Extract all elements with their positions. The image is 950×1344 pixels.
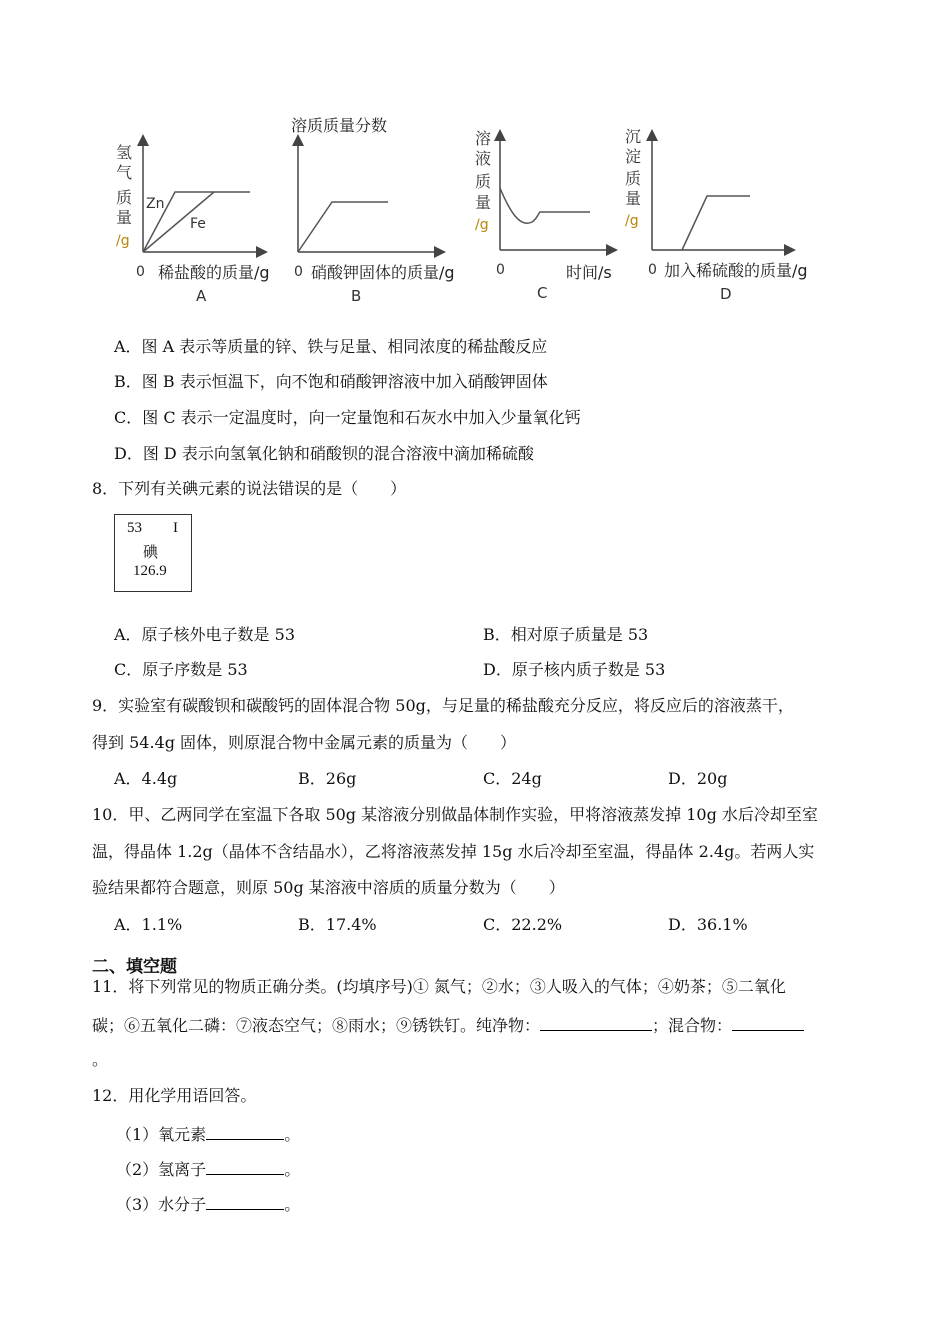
q12-item-1-end: 。 bbox=[284, 1125, 301, 1144]
q9-option-a: A．4.4g bbox=[114, 769, 178, 788]
q10-option-d: D．36.1% bbox=[668, 915, 748, 934]
q10-option-c: C．22.2% bbox=[483, 915, 563, 934]
element-name: 碘 bbox=[143, 543, 159, 561]
q7-option-b: B．图 B 表示恒温下，向不饱和硝酸钾溶液中加入硝酸钾固体 bbox=[114, 372, 548, 391]
chart-d-ylabel-2: 淀 bbox=[625, 147, 642, 166]
chart-b bbox=[291, 116, 455, 305]
q12-item-2 bbox=[116, 1158, 300, 1180]
chart-a-ylabel-4: 量 bbox=[116, 208, 133, 227]
q12-item-3-blank[interactable] bbox=[206, 1193, 284, 1210]
q9-option-d: D．20g bbox=[668, 769, 728, 788]
q12-item-3 bbox=[116, 1193, 300, 1215]
chart-a-xlabel: 稀盐酸的质量/g bbox=[158, 263, 270, 282]
chart-d-caption: D bbox=[720, 285, 732, 303]
chart-a-origin: 0 bbox=[136, 264, 145, 280]
q10-line-2: 温，得晶体 1.2g（晶体不含结晶水），乙将溶液蒸发掉 15g 水后冷却至室温，得晶体 2.4g。若两人实 bbox=[92, 842, 815, 861]
chart-a-caption: A bbox=[196, 287, 207, 305]
q9-option-b: B．26g bbox=[298, 769, 357, 788]
chart-d-ylabel-1: 沉 bbox=[625, 127, 642, 146]
chart-b-ylabel: 溶质质量分数 bbox=[291, 116, 388, 135]
q9-line-2: 得到 54.4g 固体，则原混合物中金属元素的质量为（ ） bbox=[92, 733, 517, 752]
q7-option-a: A．图 A 表示等质量的锌、铁与足量、相同浓度的稀盐酸反应 bbox=[114, 337, 548, 356]
element-card-iodine bbox=[114, 514, 192, 592]
q10-option-a: A．1.1% bbox=[114, 915, 183, 934]
q12-item-3-label: （3）水分子 bbox=[116, 1195, 207, 1214]
chart-row bbox=[0, 100, 950, 310]
chart-a-zn-label: Zn bbox=[146, 196, 165, 212]
q12-item-1-blank[interactable] bbox=[206, 1123, 284, 1140]
chart-c-ylabel-5: /g bbox=[475, 217, 489, 233]
q10-line-3: 验结果都符合题意，则原 50g 某溶液中溶质的质量分数为（ ） bbox=[92, 878, 565, 897]
chart-c-origin: 0 bbox=[496, 262, 505, 278]
chart-a-ylabel-1: 氢 bbox=[116, 143, 133, 162]
q8-stem: 8．下列有关碘元素的说法错误的是（ ） bbox=[92, 479, 407, 498]
q10-option-b: B．17.4% bbox=[298, 915, 377, 934]
chart-c-curve bbox=[500, 188, 590, 223]
element-atomic-number: 53 bbox=[127, 520, 142, 536]
chart-c-xlabel: 时间/s bbox=[566, 263, 612, 282]
q8-option-c: C．原子序数是 53 bbox=[114, 660, 248, 679]
q9-option-c: C．24g bbox=[483, 769, 542, 788]
chart-c-ylabel-4: 量 bbox=[475, 193, 492, 212]
q11-pure-substance-blank[interactable] bbox=[540, 1014, 652, 1031]
chart-c-ylabel-1: 溶 bbox=[475, 129, 492, 148]
q7-option-c: C．图 C 表示一定温度时，向一定量饱和石灰水中加入少量氧化钙 bbox=[114, 408, 581, 427]
q12-item-1 bbox=[116, 1123, 300, 1145]
q11-line-2-text-b: ；混合物： bbox=[652, 1016, 733, 1035]
chart-a-ylabel-5: /g bbox=[116, 233, 130, 249]
q12-stem: 12．用化学用语回答。 bbox=[92, 1086, 257, 1105]
q12-item-2-blank[interactable] bbox=[206, 1158, 284, 1175]
q10-line-1: 10．甲、乙两同学在室温下各取 50g 某溶液分别做晶体制作实验，甲将溶液蒸发掉 10g 水后冷却至室 bbox=[92, 805, 818, 824]
chart-d-ylabel-4: 量 bbox=[625, 189, 642, 208]
chart-a-ylabel-2: 气 bbox=[116, 163, 133, 182]
chart-a-fe-label: Fe bbox=[190, 216, 206, 232]
q12-item-3-end: 。 bbox=[284, 1195, 301, 1214]
chart-c bbox=[475, 129, 612, 302]
chart-c-caption: C bbox=[537, 284, 548, 302]
element-atomic-mass: 126.9 bbox=[133, 563, 167, 579]
chart-c-ylabel-2: 液 bbox=[475, 149, 492, 168]
chart-d-ylabel-3: 质 bbox=[625, 169, 642, 188]
q7-option-d: D．图 D 表示向氢氧化钠和硝酸钡的混合溶液中滴加稀硫酸 bbox=[114, 444, 534, 463]
chart-b-caption: B bbox=[351, 287, 362, 305]
q11-mixture-blank[interactable] bbox=[732, 1014, 804, 1031]
chart-d-origin: 0 bbox=[648, 262, 657, 278]
q11-line-3: 。 bbox=[92, 1050, 109, 1069]
q11-line-2-text-a: 碳；⑥五氧化二磷：⑦液态空气；⑧雨水；⑨锈铁钉。纯净物： bbox=[92, 1016, 541, 1035]
chart-b-xlabel: 硝酸钾固体的质量/g bbox=[311, 263, 455, 282]
chart-d bbox=[625, 127, 808, 303]
q11-line-1: 11．将下列常见的物质正确分类。(均填序号)① 氮气；②水；③人吸入的气体；④奶茶；⑤二氧化 bbox=[92, 977, 786, 996]
section-heading-fill-in: 二、填空题 bbox=[92, 957, 177, 977]
chart-d-line bbox=[682, 196, 750, 250]
element-symbol: I bbox=[173, 520, 178, 536]
q8-option-d: D．原子核内质子数是 53 bbox=[483, 660, 666, 679]
chart-a bbox=[116, 140, 270, 305]
chart-d-ylabel-5: /g bbox=[625, 213, 639, 229]
chart-d-xlabel: 加入稀硫酸的质量/g bbox=[664, 261, 808, 280]
chart-a-ylabel-3: 质 bbox=[116, 188, 133, 207]
q12-item-2-end: 。 bbox=[284, 1160, 301, 1179]
q11-line-2 bbox=[92, 1014, 804, 1036]
chart-c-ylabel-3: 质 bbox=[475, 172, 492, 191]
q12-item-1-label: （1）氧元素 bbox=[116, 1125, 207, 1144]
q9-line-1: 9．实验室有碳酸钡和碳酸钙的固体混合物 50g，与足量的稀盐酸充分反应，将反应后的溶液蒸干， bbox=[92, 696, 794, 715]
q8-option-a: A．原子核外电子数是 53 bbox=[114, 625, 296, 644]
chart-b-line bbox=[298, 202, 388, 252]
q12-item-2-label: （2）氢离子 bbox=[116, 1160, 207, 1179]
chart-b-origin: 0 bbox=[294, 264, 303, 280]
q8-option-b: B．相对原子质量是 53 bbox=[483, 625, 649, 644]
